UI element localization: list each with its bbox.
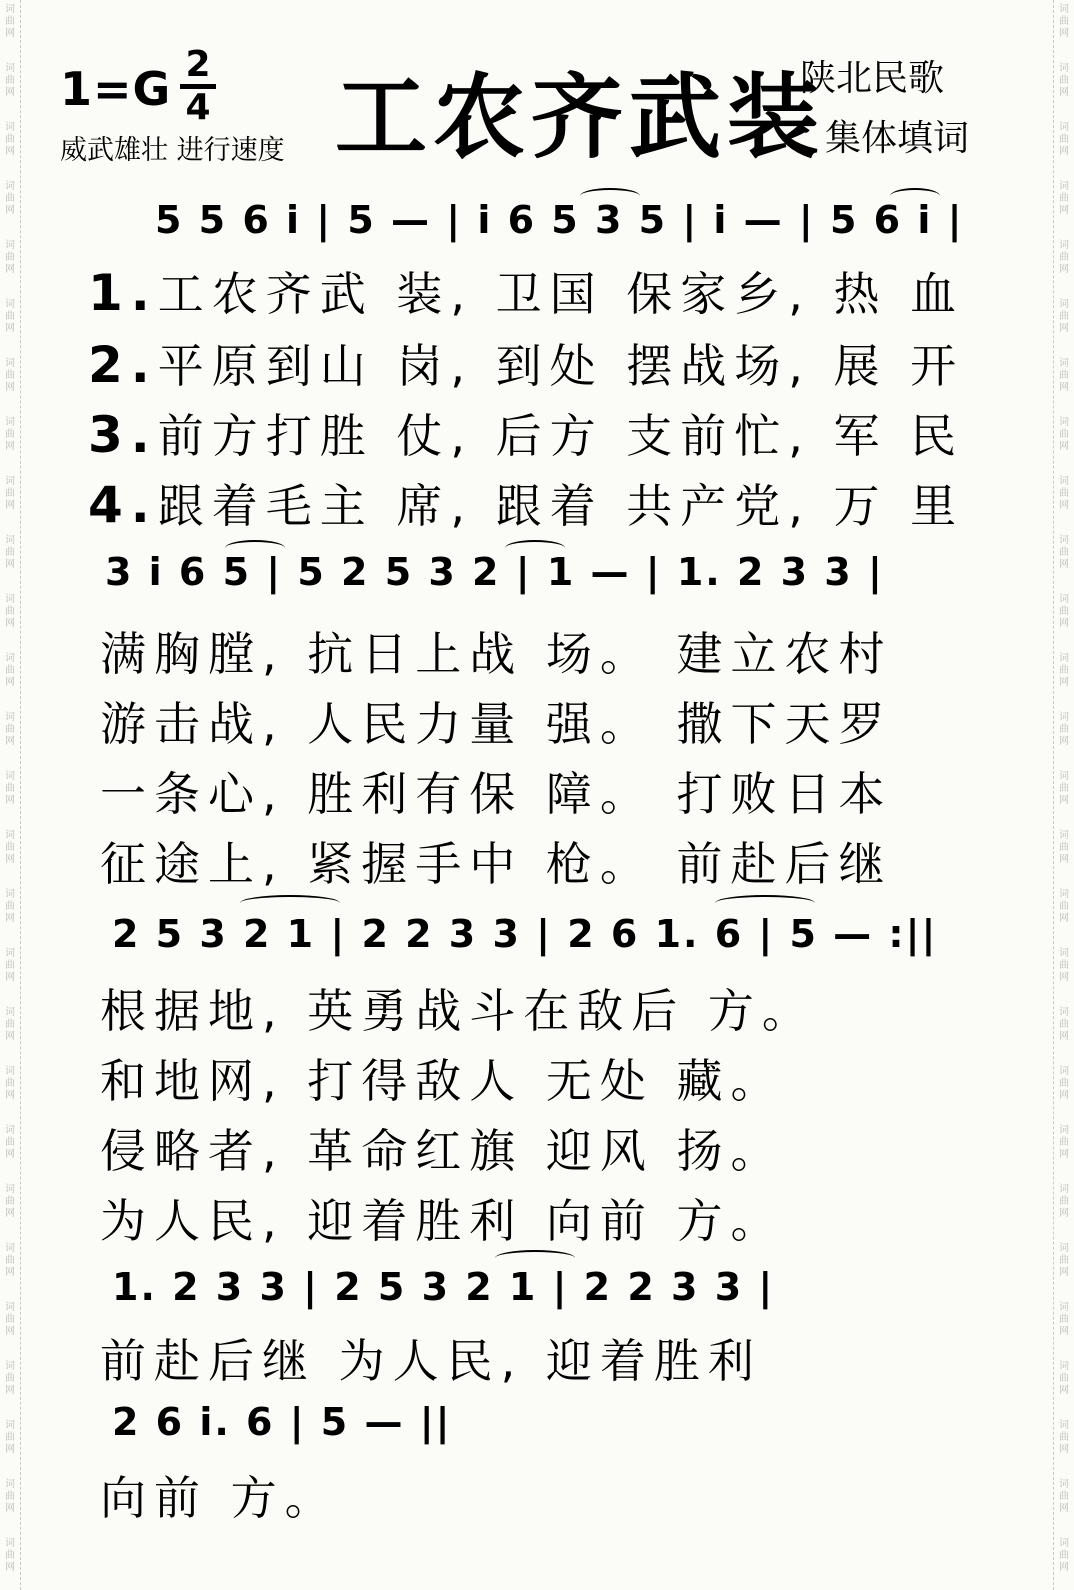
watermark-text: 词曲网 [1059,1479,1069,1514]
watermark-text: 词曲网 [5,594,15,629]
watermark-text: 词曲网 [1059,1538,1069,1573]
watermark-text: 词曲网 [1059,358,1069,393]
watermark-text: 词曲网 [5,1125,15,1160]
notation-line-1: 5 5 6 i | 5 — | i 6 5 3 5 | i — | 5 6 i | [155,198,964,242]
song-title: 工农齐武装 [335,63,826,171]
watermark-text: 词曲网 [1059,830,1069,865]
watermark-strip-right [1053,0,1074,1590]
lyric-line-3-verse-3: 侵略者, 革命红旗 迎风 扬。 [100,1124,785,1178]
lyric-text: 平原到山 岗, 到处 摆战场, 展 开 [157,339,965,393]
slur-mark [580,188,640,204]
slur-mark [715,895,815,911]
watermark-text: 词曲网 [5,181,15,216]
watermark-text: 词曲网 [5,4,15,39]
watermark-text: 词曲网 [5,299,15,334]
watermark-text: 词曲网 [5,476,15,511]
slur-mark [505,540,565,556]
verse-number: 1. [88,264,158,322]
watermark-strip-left [0,0,21,1590]
watermark-text: 词曲网 [1059,4,1069,39]
watermark-text: 词曲网 [1059,889,1069,924]
tempo-marking: 威武雄壮 进行速度 [60,135,285,166]
watermark-text: 词曲网 [1059,1243,1069,1278]
watermark-text: 词曲网 [1059,240,1069,275]
lyrics-credit: 集体填词 [825,118,970,159]
watermark-text: 词曲网 [5,889,15,924]
watermark-text: 词曲网 [5,1479,15,1514]
watermark-text: 词曲网 [1059,1066,1069,1101]
lyric-text: 工农齐武 装, 卫国 保家乡, 热 血 [157,267,965,321]
watermark-text: 词曲网 [1059,181,1069,216]
watermark-text: 词曲网 [5,653,15,688]
lyric-text: 前方打胜 仗, 后方 支前忙, 军 民 [157,409,965,463]
notation-line-4: 1. 2 3 3 | 2 5 3 2 1 | 2 2 3 3 | [112,1265,775,1309]
watermark-text: 词曲网 [5,1420,15,1455]
watermark-text: 词曲网 [1059,712,1069,747]
watermark-text: 词曲网 [5,1184,15,1219]
slur-mark [890,188,940,204]
verse-number: 3. [88,406,158,464]
watermark-text: 词曲网 [5,830,15,865]
watermark-text: 词曲网 [1059,653,1069,688]
time-signature-bottom: 4 [185,87,211,128]
lyric-line-1-verse-3 [88,400,964,466]
watermark-text: 词曲网 [1059,1420,1069,1455]
watermark-text: 词曲网 [1059,417,1069,452]
watermark-text: 词曲网 [5,122,15,157]
lyric-text: 跟着毛主 席, 跟着 共产党, 万 里 [157,479,965,533]
lyric-line-3-verse-4: 为人民, 迎着胜利 向前 方。 [100,1194,785,1248]
watermark-text: 词曲网 [5,948,15,983]
watermark-text: 词曲网 [5,1243,15,1278]
watermark-text: 词曲网 [1059,63,1069,98]
watermark-text: 词曲网 [5,1302,15,1337]
lyric-line-3-verse-1: 根据地, 英勇战斗在敌后 方。 [100,984,816,1038]
notation-line-2: 3 i 6 5 | 5 2 5 3 2 | 1 — | 1. 2 3 3 | [105,550,884,594]
lyric-line-1-verse-1 [88,258,964,324]
watermark-text: 词曲网 [1059,476,1069,511]
time-signature-top: 2 [185,44,211,85]
watermark-text: 词曲网 [1059,1125,1069,1160]
key-signature: 1=G [60,62,172,116]
watermark-text: 词曲网 [1059,1184,1069,1219]
watermark-text: 词曲网 [1059,1361,1069,1396]
verse-number: 2. [88,336,158,394]
score-header [60,40,1020,180]
lyric-line-1-verse-2 [88,330,964,396]
lyric-line-4: 前赴后继 为人民, 迎着胜利 [100,1334,762,1388]
watermark-text: 词曲网 [5,358,15,393]
watermark-text: 词曲网 [5,417,15,452]
watermark-text: 词曲网 [1059,299,1069,334]
music-credit: 陕北民歌 [800,58,945,99]
slur-mark [495,1250,575,1266]
watermark-text: 词曲网 [1059,1007,1069,1042]
time-signature [178,46,218,127]
watermark-text: 词曲网 [5,1007,15,1042]
lyric-line-3-verse-2: 和地网, 打得敌人 无处 藏。 [100,1054,785,1108]
watermark-text: 词曲网 [5,240,15,275]
verse-number: 4. [88,476,158,534]
watermark-text: 词曲网 [1059,1302,1069,1337]
slur-mark [225,540,285,556]
watermark-text: 词曲网 [5,1066,15,1101]
lyric-line-2-verse-1: 满胸膛, 抗日上战 场。 建立农村 [100,627,893,681]
watermark-text: 词曲网 [5,712,15,747]
watermark-text: 词曲网 [5,771,15,806]
watermark-text: 词曲网 [5,63,15,98]
watermark-text: 词曲网 [1059,948,1069,983]
notation-line-5: 2 6 i. 6 | 5 — || [112,1400,452,1444]
notation-line-3: 2 5 3 2 1 | 2 2 3 3 | 2 6 1. 6 | 5 — :|| [112,912,938,956]
watermark-text: 词曲网 [5,535,15,570]
watermark-text: 词曲网 [5,1361,15,1396]
lyric-line-5: 向前 方。 [100,1471,339,1525]
watermark-text: 词曲网 [1059,535,1069,570]
lyric-line-2-verse-3: 一条心, 胜利有保 障。 打败日本 [100,767,893,821]
lyric-line-1-verse-4 [88,470,964,536]
watermark-text: 词曲网 [1059,122,1069,157]
lyric-line-2-verse-4: 征途上, 紧握手中 枪。 前赴后继 [100,837,893,891]
lyric-line-2-verse-2: 游击战, 人民力量 强。 撒下天罗 [100,697,893,751]
watermark-text: 词曲网 [1059,771,1069,806]
watermark-text: 词曲网 [1059,594,1069,629]
slur-mark [240,895,340,911]
watermark-text: 词曲网 [5,1538,15,1573]
